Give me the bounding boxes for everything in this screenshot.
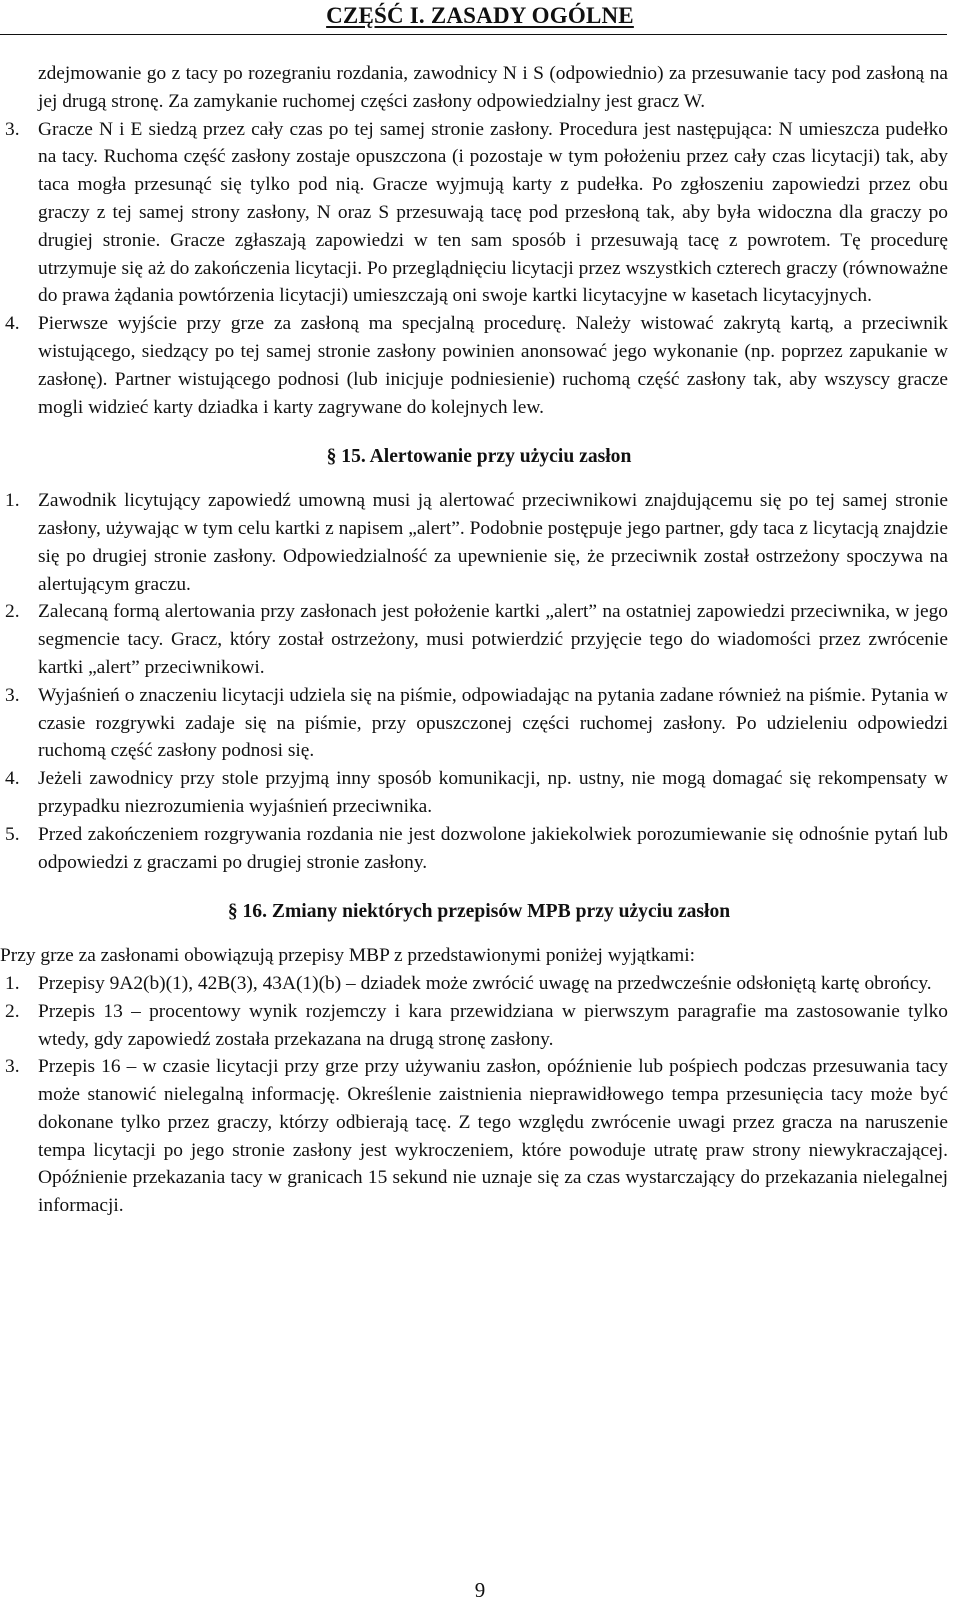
- section-16-title: § 16. Zmiany niektórych przepisów MPB przy użyciu zasłon: [227, 901, 731, 923]
- header-divider: [0, 34, 947, 35]
- continuation-paragraph: zdejmowanie go z tacy po rozegraniu rozdania, zawodnicy N i S (odpowiednio) za przesuwanie tacy pod zasłoną na jej drugą stronę. Za zamykanie ruchomej części zasłony odpowiedzialny jest gracz W.: [38, 63, 948, 112]
- list-item: [0, 970, 948, 998]
- list-item: [0, 1053, 948, 1220]
- list-item-number: 3.: [5, 118, 20, 140]
- list-item: [0, 765, 948, 821]
- list-item-text: Zalecaną formą alertowania przy zasłonach jest położenie kartki „alert” na ostatniej zapowiedzi przeciwnika, w jego segmencie tacy. Gracz, który został ostrzeżony, musi potwierdzić przyjęcie tego do wiadomości przez zwrócenie kartki „alert” przeciwnikowi.: [38, 601, 948, 678]
- section-15-title: § 15. Alertowanie przy użyciu zasłon: [326, 446, 632, 468]
- list-a: [0, 116, 948, 422]
- list-item-text: Zawodnik licytujący zapowiedź umowną musi ją alertować przeciwnikowi znajdującemu się po tej samej stronie zasłony, używając w tym celu kartki z napisem „alert”. Podobnie postępuje jego partner, gdy taca z licytacją znajdzie się po drugiej stronie zasłony. Odpowiedzialność za upewnienie się, że przeciwnik został ostrzeżony spoczywa na alertującym graczu.: [38, 490, 948, 595]
- page-number: 9: [474, 1578, 486, 1602]
- list-item-text: Wyjaśnień o znaczeniu licytacji udziela się na piśmie, odpowiadając na pytania zadane również na piśmie. Pytania w czasie rozgrywki zadaje się na piśmie, przy opuszczonej części ruchomej zasłony. Po udzieleniu odpowiedzi ruchomą część zasłony podnosi się.: [38, 684, 948, 762]
- page-body: [0, 60, 948, 1220]
- list-item: [0, 821, 948, 877]
- list-item-number: 5.: [5, 823, 20, 845]
- list-item-text: Przed zakończeniem rozgrywania rozdania nie jest dozwolone jakiekolwiek porozumiewanie się odnośnie pytań lub odpowiedzi z graczami po drugiej stronie zasłony.: [38, 823, 948, 873]
- page-header-title: CZĘŚĆ I. ZASADY OGÓLNE: [326, 3, 634, 28]
- list-item-number: 1.: [5, 972, 20, 994]
- list-item-text: Przepis 13 – procentowy wynik rozjemczy i kara przewidziana w pierwszym paragrafie ma zastosowanie tylko wtedy, gdy zapowiedź została przekazana na drugą stronę zasłony.: [38, 1000, 948, 1050]
- list-item-number: 1.: [5, 490, 20, 512]
- section-16: [0, 898, 948, 1220]
- list-item: [0, 682, 948, 765]
- list-item: [0, 998, 948, 1054]
- list-item-number: 4.: [5, 313, 20, 335]
- list-item-text: Pierwsze wyjście przy grze za zasłoną ma specjalną procedurę. Należy wistować zakrytą kartą, a przeciwnik wistującego, siedzący po tej samej stronie zasłony powinien anonsować jego wykonanie (np. poprzez zapukanie w zasłonę). Partner wistującego podnosi (lub inicjuje podniesienie) ruchomą część zasłony tak, aby wszyscy gracze mogli widzieć karty dziadka i karty zagrywane do kolejnych lew.: [38, 313, 948, 418]
- section-16-intro: Przy grze za zasłonami obowiązują przepisy MBP z przedstawionymi poniżej wyjątkami:: [0, 945, 695, 967]
- list-item-text: Przepisy 9A2(b)(1), 42B(3), 43A(1)(b) – dziadek może zwrócić uwagę na przedwcześnie odsłoniętą kartę obrońcy.: [38, 972, 932, 994]
- list-item-number: 2.: [5, 601, 20, 623]
- list-item-text: Gracze N i E siedzą przez cały czas po tej samej stronie zasłony. Procedura jest następująca: N umieszcza pudełko na tacy. Ruchoma część zasłony zostaje opuszczona (i pozostaje w tym położeniu przez cały czas licytacji) tak, aby taca mogła przesunąć się tylko pod nią. Gracze wyjmują karty z pudełka. Po zgłoszeniu zapowiedzi przez obu graczy z tej samej strony zasłony, N oraz S przesuwają tacę pod przesłoną tak, aby była widoczna dla graczy po drugiej stronie. Gracze zgłaszają zapowiedzi w ten sam sposób i przesuwają tacę z powrotem. Tę procedurę utrzymuje się aż do zakończenia licytacji. Po przeglądnięciu licytacji przez wszystkich czterech graczy (równoważne do prawa żądania powtórzenia licytacji) umieszczają oni swoje kartki licytacyjne w kasetach licytacyjnych.: [38, 118, 948, 307]
- list-item-number: 4.: [5, 768, 20, 790]
- list-item: [0, 310, 948, 421]
- section-15: [0, 443, 948, 876]
- list-item: [0, 598, 948, 681]
- list-item: [0, 487, 948, 598]
- list-item-number: 2.: [5, 1000, 20, 1022]
- page-header: [0, 0, 960, 36]
- page-footer: [0, 1578, 960, 1603]
- list-item: [0, 116, 948, 311]
- list-item-number: 3.: [5, 684, 20, 706]
- list-item-text: Przepis 16 – w czasie licytacji przy grze przy używaniu zasłon, opóźnienie lub pośpiech podczas przesuwania tacy może stanowić nielegalną informację. Określenie zaistnienia nieprawidłowego tempa przesunięcia tacy może być dokonane tylko przez graczy, którzy odbierają tacę. Z tego względu zwrócenie uwagi przez gracza na naruszenie tempa licytacji po jego stronie zasłony jest wykroczeniem, które powoduje utratę praw strony niewykraczającej. Opóźnienie przekazania tacy w granicach 15 sekund nie uznaje się za czas wystarczający do przekazania nielegalnej informacji.: [38, 1056, 948, 1217]
- list-item-text: Jeżeli zawodnicy przy stole przyjmą inny sposób komunikacji, np. ustny, nie mogą domagać się rekompensaty w przypadku niezrozumienia wyjaśnień przeciwnika.: [38, 768, 948, 817]
- list-item-number: 3.: [5, 1056, 20, 1078]
